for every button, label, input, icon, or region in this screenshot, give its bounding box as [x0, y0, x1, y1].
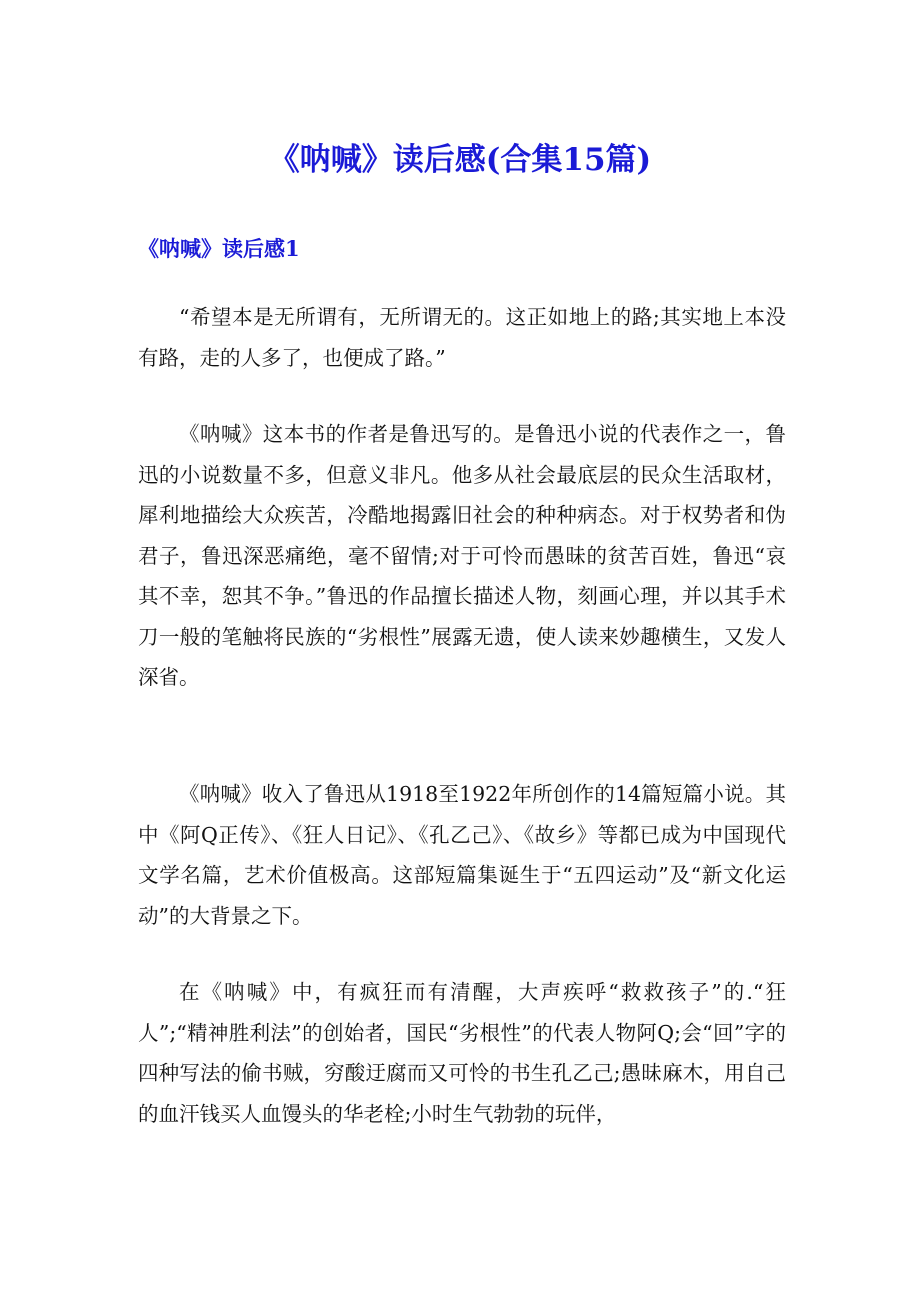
paragraph-collection-info: 《呐喊》收入了鲁迅从1918至1922年所创作的14篇短篇小说。其中《阿Q正传》、《狂人日记》、《孔乙己》、《故乡》等都已成为中国现代文学名篇，艺术价值极高。这部短篇集诞生于“五四运动”及“新文化运动”的大背景之下。: [138, 782, 786, 928]
paragraph-characters: 在《呐喊》中，有疯狂而有清醒，大声疾呼“救救孩子”的.“狂人”;“精神胜利法”的创始者，国民“劣根性”的代表人物阿Q;会“回”字的四种写法的偷书贼，穷酸迂腐而又可怜的书生孔乙己;愚昧麻木，用自己的血汗钱买人血馒头的华老栓;小时生气勃勃的玩伴，: [138, 980, 786, 1126]
document-title: 《呐喊》读后感(合集15篇): [268, 142, 652, 178]
paragraph-author-intro: 《呐喊》这本书的作者是鲁迅写的。是鲁迅小说的代表作之一，鲁迅的小说数量不多，但意义非凡。他多从社会最底层的民众生活取材，犀利地描绘大众疾苦，冷酷地揭露旧社会的种种病态。对于权势者和伪君子，鲁迅深恶痛绝，毫不留情;对于可怜而愚昧的贫苦百姓，鲁迅“哀其不幸，恕其不争。”鲁迅的作品擅长描述人物，刻画心理，并以其手术刀一般的笔触将民族的“劣根性”展露无遗，使人读来妙趣横生，又发人深省。: [138, 422, 786, 689]
section-heading: 《呐喊》读后感1: [138, 236, 300, 261]
paragraph-quote: “希望本是无所谓有，无所谓无的。这正如地上的路;其实地上本没有路，走的人多了，也便成了路。”: [138, 305, 786, 370]
